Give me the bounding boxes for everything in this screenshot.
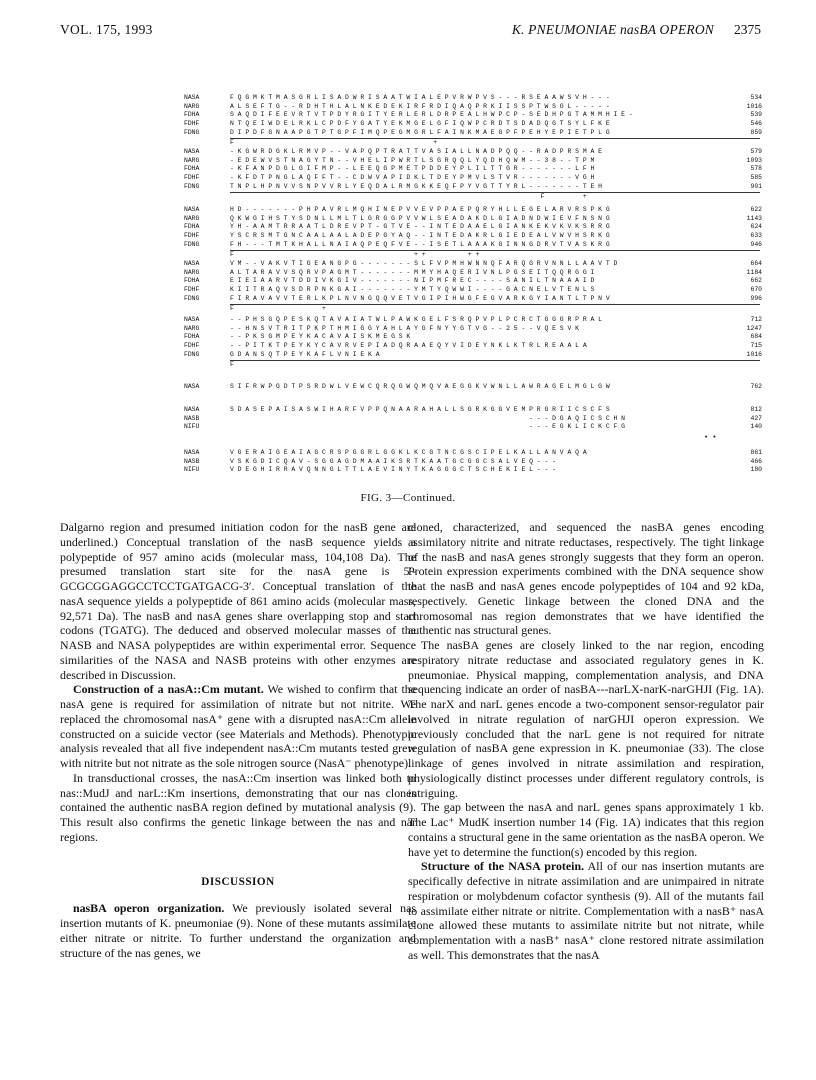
- residue-number: 662: [750, 277, 762, 285]
- conservation-marks: F + + + +: [230, 250, 760, 259]
- alignment-row: [184, 383, 762, 392]
- paragraph: cloned, characterized, and sequenced the nasBA genes encoding assimilatory nitrite and nitrate reductases, respectively. The tight linkage of the nasB and nasA genes strongly suggests that they form an operon. Protein expression experiments combined with the DNA sequence show that the nasB and nasA genes encode polypeptides of 104 and 92 kDa, respectively. Genetic linkage between the cloned DNA and the chromosomal nas region demonstrates that we have identified the authentic nas structural genes.: [408, 520, 764, 638]
- paragraph: Dalgarno region and presumed initiation codon for the nasB gene are underlined.) Conceptual translation of the nasB sequence yields a polypeptide of 957 amino acids (molecular mass, 104,108 Da). The presumed translation start site for the nasA gene is 5′-GCGCGGAGGCCTCCTGATGACG-3′. Conceptual translation of the nasA sequence yields a polypeptide of 861 amino acids (molecular mass, 92,571 Da). The nasB and nasA genes share overlapping stop and start codons (TGATG). The deduced and observed molecular masses of the NASB and NASA polypeptides are within experimental error. Sequence similarities of the NASA and NASB proteins with other enzymes are described in Discussion.: [60, 520, 416, 682]
- paragraph: In transductional crosses, the nasA::Cm insertion was linked both to nas::MudJ and narL::Km insertions, demonstrating that our nas clones contained the authentic nasBA region defined by mutational analysis (9). This result also confirms the genetic linkage between the nas and nar regions.: [60, 770, 416, 844]
- sequence-name: NARG: [184, 268, 200, 276]
- alignment-row: [184, 206, 762, 215]
- sequence-residues: V M - - V A K V T I G E A N G P G - - - - - - - S L F V P M H W N N Q F A R Q G R V N N L L A A V T D: [230, 260, 618, 267]
- residue-number: 762: [750, 383, 762, 390]
- alignment-row: [184, 157, 762, 166]
- alignment-block: [184, 148, 762, 201]
- conservation-marks: F +: [230, 304, 760, 313]
- sequence-name: NARG: [184, 102, 200, 110]
- sequence-name: FDHF: [184, 120, 200, 128]
- section-run-in-head: Construction of a nasA::Cm mutant.: [73, 682, 264, 697]
- alignment-block: [184, 260, 762, 313]
- alignment-row: [184, 232, 762, 241]
- running-title: K. PNEUMONIAE nasBA OPERON: [511, 22, 714, 37]
- residue-number: 715: [750, 342, 762, 350]
- residue-number: 859: [750, 128, 762, 136]
- alignment-row: [184, 316, 762, 325]
- residue-number: 1016: [746, 350, 762, 358]
- sequence-residues: T N P L H P N V V S N P V V R L Y E Q D A L R M G K K E Q F P Y V G T T Y R L - - - - - - - T E H: [230, 182, 602, 190]
- conservation-marks: F: [230, 360, 760, 369]
- sequence-residues: K I I T R A Q V S D R P N K G A I - - - - - - - Y M T Y Q W W I - - - - G A C N E L V T E N L S: [230, 286, 595, 294]
- alignment-row: [184, 215, 762, 224]
- conservation-marks: F +: [230, 192, 760, 201]
- residue-number: 534: [750, 94, 762, 101]
- sequence-residues: V G E R A I G E A I A G C R S P G G R L G G K L K C G T N C G S C I P E L K A L L A N V A Q A: [230, 449, 587, 456]
- residue-number: 1184: [746, 268, 762, 276]
- alignment-row: [184, 333, 762, 342]
- sequence-name: FDHA: [184, 111, 200, 119]
- sequence-residues: Q K W G I H S T Y S D N L L M L T L G R G G P V V W L S E A D A K D L G I A D N D W I E V F N S N G: [230, 214, 610, 222]
- residue-number: 578: [750, 165, 762, 173]
- sequence-name: NASA: [184, 94, 200, 101]
- residue-number: 539: [750, 111, 762, 119]
- left-column: [60, 520, 416, 960]
- alignment-block: [184, 94, 762, 147]
- sequence-residues: A L S E F T G - - R D H T H L A L N K E D E K I R F R D I Q A Q P R K I I S S P T W S G L - - - - -: [230, 102, 610, 110]
- sequence-residues: - - P I T K T P E Y K Y C A V R V E P I A D Q R A A E Q Y V I D E Y N K L K T R L R E A A L A: [230, 342, 587, 350]
- sequence-residues: - - - E G K L I C K C F G: [230, 423, 626, 431]
- alignment-row: [184, 148, 762, 157]
- sequence-name: FDNG: [184, 182, 200, 190]
- sequence-name: FDNG: [184, 240, 200, 248]
- residue-number: 633: [750, 232, 762, 240]
- alignment-row: [184, 466, 762, 475]
- alignment-row: [184, 342, 762, 351]
- sequence-residues: - - P H S G Q P E S K Q T A V A I A T W L P A W K G E L F S R Q P V P L P C R C T G G G R P R A L: [230, 316, 602, 323]
- sequence-residues: A L T A R A V V S Q R V P A G M T - - - - - - - M M Y H A Q E R I V N L P G S E I T Q Q R G G I: [230, 268, 595, 276]
- sequence-residues: G D A N S Q T P E Y K A F L V N I E K A: [230, 350, 380, 358]
- figure-caption: FIG. 3—Continued.: [360, 492, 456, 504]
- alignment-row: [184, 129, 762, 138]
- residue-number: 861: [750, 449, 762, 456]
- alignment-row: [184, 325, 762, 334]
- sequence-residues: F I R A V A V V T E R L K P L N V N G Q Q V E T V G I P I H W G F E G V A R K G Y I A N T L T P N V: [230, 294, 610, 302]
- sequence-name: NARG: [184, 324, 200, 332]
- residue-number: 812: [750, 406, 762, 413]
- sequence-residues: - - - D G A Q I C S C H N: [230, 414, 626, 422]
- paragraph: Structure of the NASA protein. All of our nas insertion mutants are specifically defective in nitrate assimilation and are unimpaired in nitrate respiration or molybdenum cofactor synthesis (9). All of the mutants fail to assimilate either nitrate or nitrite. Complementation with a nasB⁺ nasA clone allowed these mutants to assimilate nitrite but not nitrate, while complementation with a nasB⁺ nasA⁺ clone restored nitrate assimilation as well. This demonstrates that the nasA: [408, 859, 765, 962]
- page-number: 2375: [734, 22, 761, 37]
- sequence-residues: S D A S E P A I S A S W I H A R F V P P Q N A A R A H A L L S G R K G G V E M P R G R I I C S C F S: [230, 406, 610, 413]
- alignment-row: [184, 286, 762, 295]
- cysteine-dots: • •: [704, 434, 717, 442]
- sequence-residues: - K G W R D G K L R M V P - - V A P Q P T R A T T V A S I A L L N A D P Q Q - - R A D P R S M A E: [230, 148, 602, 155]
- sequence-residues: - - H N S V T R I T P K P T H M I G G Y A H L A Y G F N Y Y G T V G - - 2 5 - - V Q E S V K: [230, 324, 579, 332]
- alignment-row: [184, 183, 762, 192]
- sequence-name: NASA: [184, 449, 200, 456]
- sequence-name: NASA: [184, 260, 200, 267]
- sequence-name: FDHF: [184, 342, 200, 350]
- sequence-name: NASA: [184, 316, 200, 323]
- sequence-name: FDHA: [184, 277, 200, 285]
- sequence-name: FDHA: [184, 333, 200, 341]
- sequence-name: NARG: [184, 214, 200, 222]
- alignment-row: [184, 423, 762, 432]
- sequence-residues: F H - - - T M T K H A L L N A I A Q P E Q F V E - - I S E T L A A A K G I N N G D R V T V A S K R G: [230, 240, 610, 248]
- paragraph: Construction of a nasA::Cm mutant. We wished to confirm that the nasA gene is required for assimilation of nitrate but not nitrite. We replaced the chromosomal nasA⁺ gene with a disrupted nasA::Cm allele constructed on a suicide vector (see Materials and Methods). Phenotypic analysis revealed that all five independent nasA::Cm mutants tested grew with nitrite but not nitrate as the sole nitrogen source (NasA⁻ phenotype).: [60, 682, 416, 770]
- residue-number: 466: [750, 457, 762, 465]
- residue-number: 579: [750, 148, 762, 155]
- sequence-residues: Y H - A A M T R R A A T L D R E V P T - G T V E - - I N T E D A A E L G I A N K E K V K V K S R R G: [230, 223, 610, 231]
- alignment-row: [184, 269, 762, 278]
- sequence-residues: Y S C R S M T G N C A A L A A L A D E P G Y A Q - - I N T E D A K R L G I E D E A L V W V H S R K G: [230, 232, 610, 240]
- alignment-row: [184, 241, 762, 250]
- running-header: [60, 22, 761, 52]
- right-column: [408, 520, 764, 963]
- sequence-residues: F Q G M K T M A S G R L I S A D W R I S A A T W I A L E P V R W P V S - - - R S E A A W S V H - - -: [230, 94, 610, 101]
- residue-number: 684: [750, 333, 762, 341]
- alignment-block: [184, 316, 762, 369]
- sequence-name: FDNG: [184, 128, 200, 136]
- sequence-residues: D I P D F G N A A P G T P T G P F I M Q P E G M G R L F A I N K M A E G P F P E H Y E P I E T P L G: [230, 128, 610, 136]
- sequence-name: NASA: [184, 206, 200, 213]
- residue-number: 622: [750, 206, 762, 213]
- alignment-row: [184, 223, 762, 232]
- alignment-block: [184, 383, 762, 392]
- alignment-row: [184, 174, 762, 183]
- alignment-row: [184, 449, 762, 458]
- sequence-name: FDHF: [184, 232, 200, 240]
- residue-number: 585: [750, 174, 762, 182]
- sequence-name: FDHA: [184, 223, 200, 231]
- sequence-name: FDHF: [184, 174, 200, 182]
- volume-label: VOL. 175, 1993: [60, 22, 153, 37]
- residue-number: 140: [750, 423, 762, 431]
- sequence-residues: - K F D T P N G L A Q F F T - - C D W V A P I D K L T D E Y P M V L S T V R - - - - - - - V G H: [230, 174, 595, 182]
- residue-number: 670: [750, 286, 762, 294]
- alignment-row: [184, 111, 762, 120]
- alignment-row: [184, 351, 762, 360]
- section-heading: DISCUSSION: [201, 875, 275, 888]
- alignment-row: [184, 94, 762, 103]
- residue-number: 901: [750, 182, 762, 190]
- residue-number: 712: [750, 316, 762, 323]
- sequence-residues: N T Q E I W D E L R K L C P D F Y G A T Y E K M G E L G F I Q W P C R D T S D A D Q G T S Y L F K E: [230, 120, 610, 128]
- alignment-row: [184, 277, 762, 286]
- section-run-in-head: nasBA operon organization.: [73, 901, 225, 916]
- residue-number: 546: [750, 120, 762, 128]
- sequence-name: NIFU: [184, 466, 200, 474]
- alignment-block: [184, 449, 762, 475]
- sequence-name: NASB: [184, 414, 200, 422]
- sequence-residues: - - P K S G M P E Y K A C A V A I S K M E G S K: [230, 333, 411, 341]
- alignment-block: [184, 406, 762, 432]
- sequence-residues: S I F R W P G D T P S R D W L V E W C Q R Q G W Q M Q V A E G G K V W N L L A W R A G E L M G L G W: [230, 383, 610, 390]
- alignment-row: [184, 295, 762, 304]
- sequence-residues: H D - - - - - - - P H P A V R L M Q H I N E P V V E V P P A E P Q R Y H L L E G E L A R V R S P K G: [230, 206, 610, 213]
- sequence-name: FDHF: [184, 286, 200, 294]
- alignment-row: [184, 458, 762, 467]
- residue-number: 624: [750, 223, 762, 231]
- sequence-residues: S A Q D I F E E V R T V T P D Y R G I T Y E R L E R L D R P E A L H W P C P - S E D H P G T A M M H I E -: [230, 111, 633, 119]
- residue-number: 180: [750, 466, 762, 474]
- paragraph: The nasBA genes are closely linked to the nar region, encoding respiratory nitrate reductase and associated regulatory genes in K. pneumoniae. Physical mapping, complementation analysis, and DNA sequencing indicate an order of nasBA---narLX-narK-narGHJI (Fig. 1A). The narX and narL genes encode a two-component sensor-regulator pair involved in nitrate regulation of narGHJI operon expression. We previously concluded that the narL gene is not required for nitrate regulation of nasBA gene expression in K. pneumoniae (33). The close linkage of genes involved in nitrate assimilation and respiration, physiologically distinct processes under different regulatory controls, is intriguing.: [408, 638, 764, 800]
- alignment-row: [184, 103, 762, 112]
- alignment-block: [184, 206, 762, 259]
- paragraph: The gap between the nasA and narL genes spans approximately 1 kb. The Lac⁺ MudK insertion number 14 (Fig. 1A) indicates that this region contains a structural gene in the same orientation as the nasBA operon. We have yet to determine the function(s) encoded by this region.: [408, 800, 764, 859]
- section-run-in-head: Structure of the NASA protein.: [421, 859, 585, 874]
- conservation-marks: F +: [230, 138, 760, 147]
- alignment-row: [184, 260, 762, 269]
- sequence-name: NARG: [184, 156, 200, 164]
- sequence-residues: V S K G D I C Q A V - S G G A G D M A A I K S R T K A A T G C G G C S A L V E Q - - -: [230, 457, 556, 465]
- sequence-name: NASB: [184, 457, 200, 465]
- alignment-row: [184, 165, 762, 174]
- residue-number: 1247: [746, 324, 762, 332]
- sequence-name: FDNG: [184, 294, 200, 302]
- residue-number: 996: [750, 294, 762, 302]
- sequence-name: FDHA: [184, 165, 200, 173]
- residue-number: 1016: [746, 102, 762, 110]
- sequence-residues: V D E G H I R R A V Q N N G L T T L A E V I N Y T K A G G G C T S C H E K I E L - - -: [230, 466, 556, 474]
- sequence-name: NASA: [184, 148, 200, 155]
- residue-number: 664: [750, 260, 762, 267]
- header-right: [512, 22, 761, 38]
- alignment-row: [184, 415, 762, 424]
- residue-number: 427: [750, 414, 762, 422]
- residue-number: 1093: [746, 156, 762, 164]
- sequence-residues: E I E I A A R V T D D I V K G I V - - - - - - - N I P M F R E C - - - - S A N I L T N A A A I D: [230, 277, 595, 285]
- sequence-name: FDNG: [184, 350, 200, 358]
- sequence-name: NASA: [184, 383, 200, 390]
- alignment-row: [184, 120, 762, 129]
- residue-number: 946: [750, 240, 762, 248]
- sequence-residues: - K F A N P D G L G I F M P - - L E E Q G P M E T P D D E Y P L I L T T G R - - - - - - - L F H: [230, 165, 595, 173]
- residue-number: 1143: [746, 214, 762, 222]
- paragraph: nasBA operon organization. We previously isolated several nas insertion mutants of K. pneumoniae (9). None of these mutants assimilate either nitrate or nitrite. To further understand the organization and structure of the nas genes, we: [60, 901, 416, 960]
- sequence-name: NIFU: [184, 423, 200, 431]
- sequence-residues: - E D E W V S T N A G Y T N - - V H E L I P W R T L S G R Q Q L Y Q D H Q W M - - 3 8 - - T P M: [230, 156, 595, 164]
- alignment-row: [184, 406, 762, 415]
- sequence-name: NASA: [184, 406, 200, 413]
